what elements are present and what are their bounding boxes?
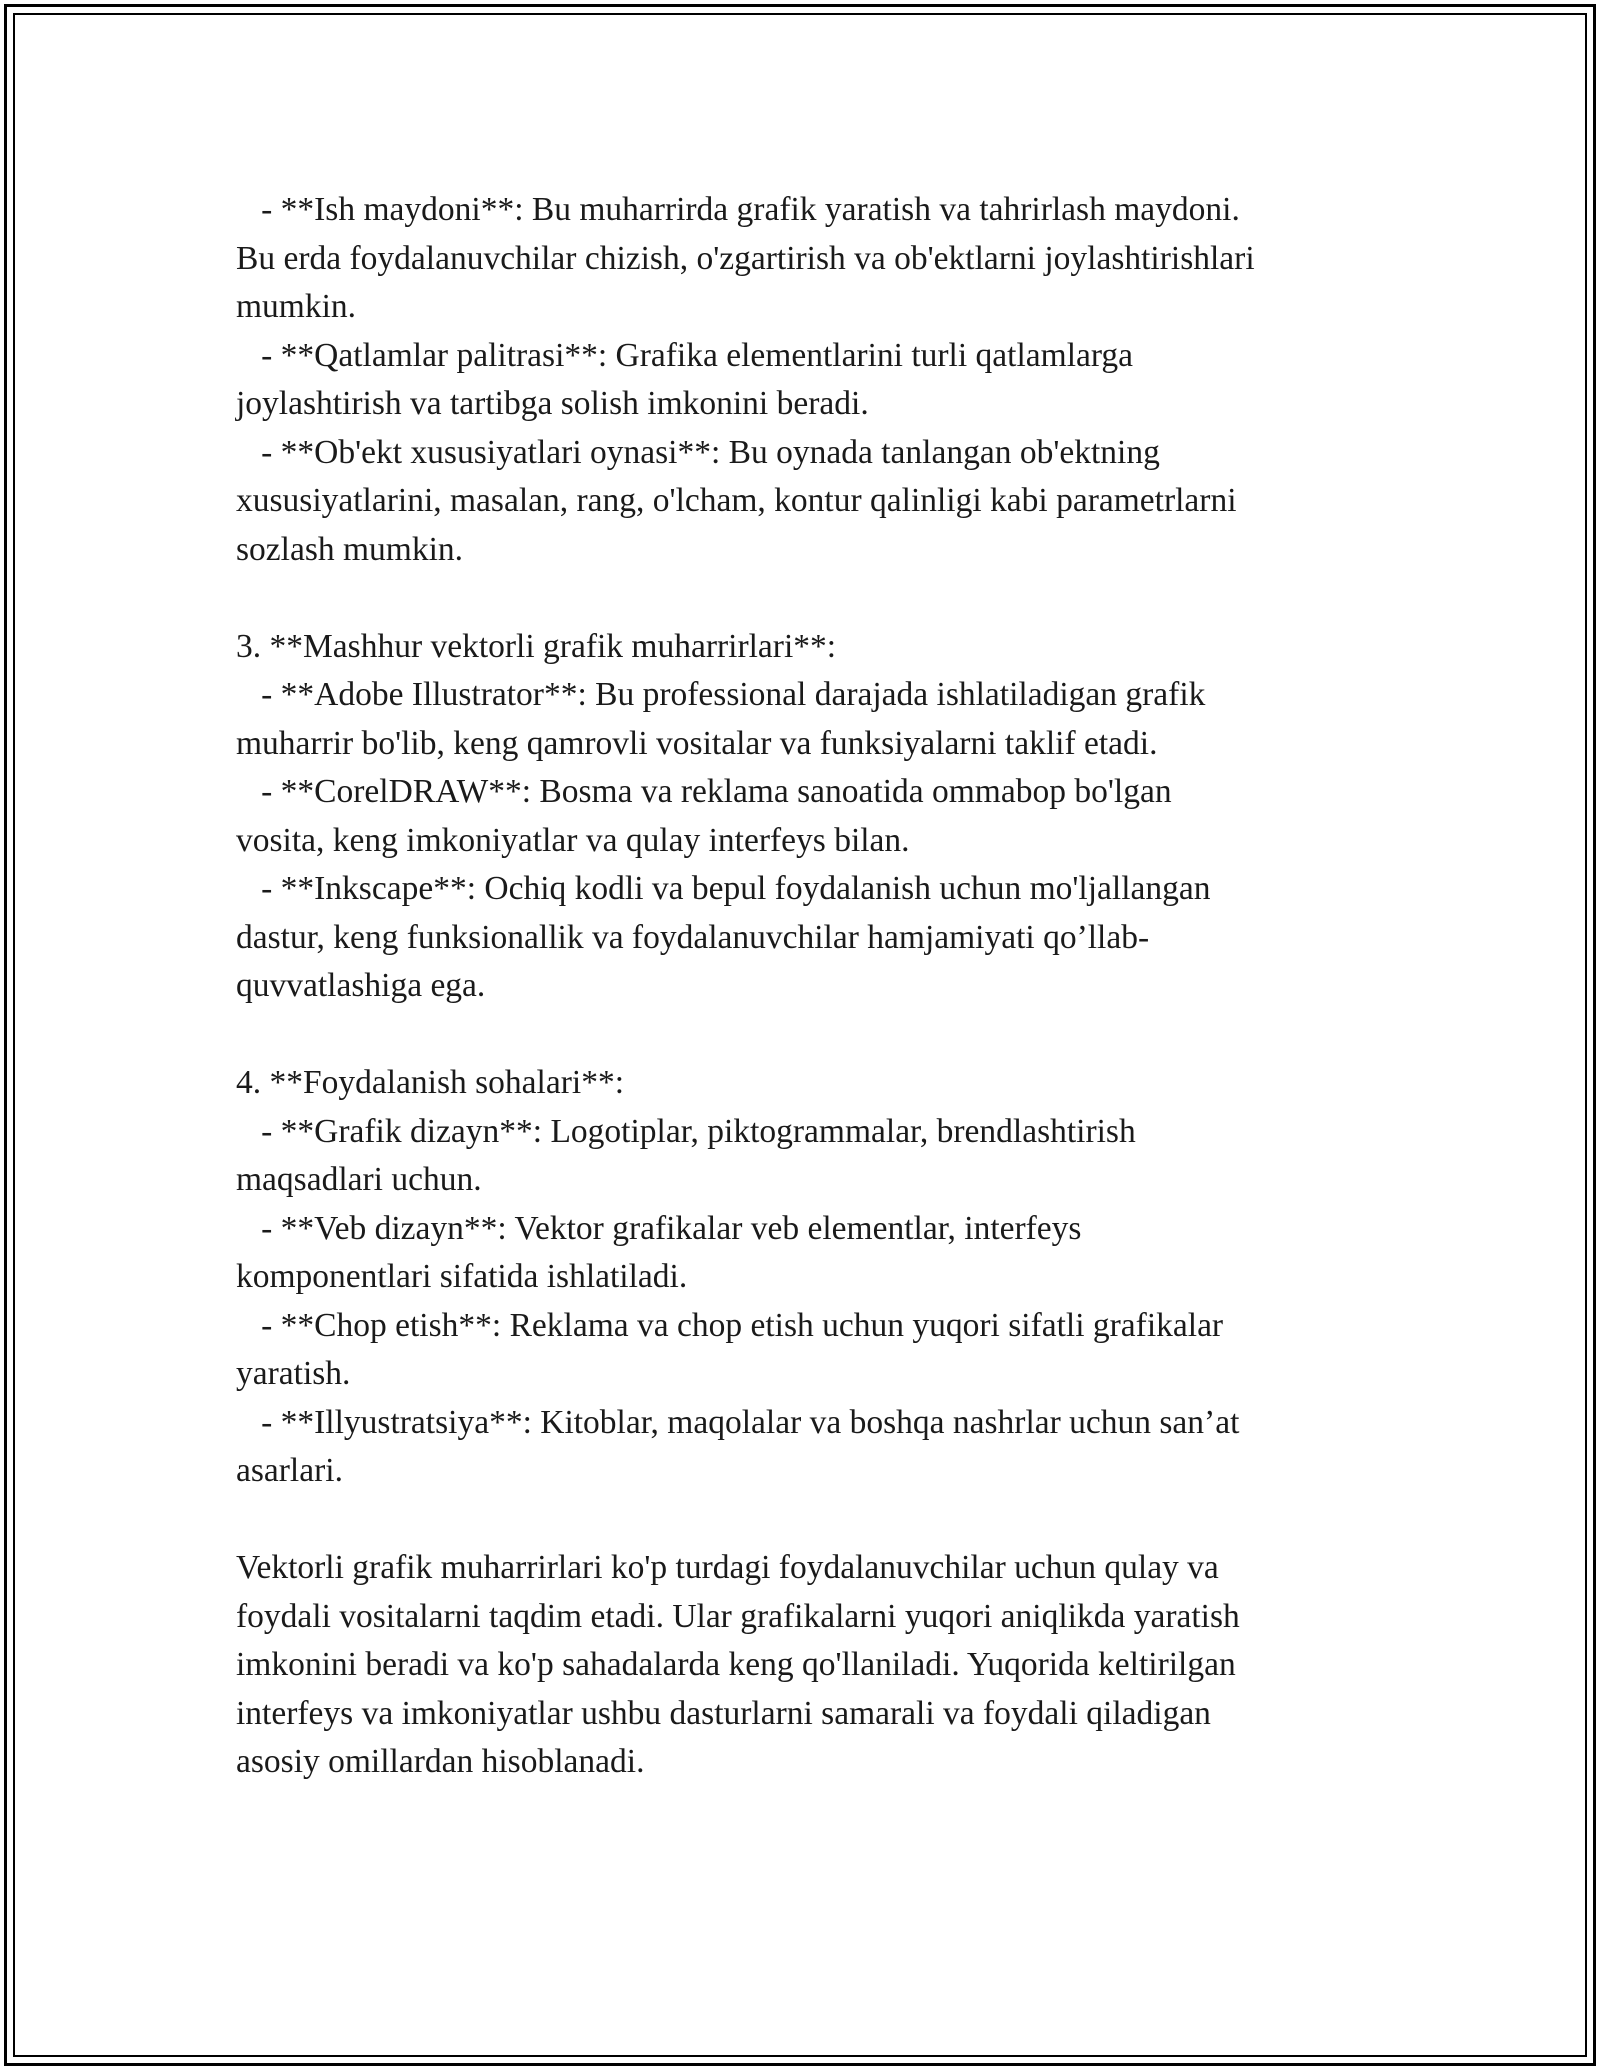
text-line: asarlari.	[236, 1452, 343, 1489]
text-line: Bu erda foydalanuvchilar chizish, o'zgartirish va ob'ektlarni joylashtirishlari	[236, 239, 1255, 277]
text-line: joylashtirish va tartibga solish imkonini beradi.	[236, 385, 869, 422]
text-line: - **CorelDRAW**: Bosma va reklama sanoatida ommabop bo'lgan	[236, 773, 1172, 810]
text-line: - **Chop etish**: Reklama va chop etish uchun yuqori sifatli grafikalar	[236, 1306, 1224, 1344]
text-line: yaratish.	[236, 1355, 351, 1392]
text-line: - **Veb dizayn**: Vektor grafikalar veb elementlar, interfeys	[236, 1209, 1082, 1247]
paragraph-gap	[236, 574, 1376, 623]
text-line: interfeys va imkoniyatlar ushbu dasturlarni samarali va foydali qiladigan	[236, 1694, 1211, 1732]
section-heading: 4. **Foydalanish sohalari**:	[236, 1064, 624, 1101]
text-line: - **Ob'ekt xususiyatlari oynasi**: Bu oynada tanlangan ob'ektning	[236, 433, 1160, 471]
text-line: imkonini beradi va ko'p sahadalarda keng qo'llaniladi. Yuqorida keltirilgan	[236, 1646, 1236, 1683]
text-line: - **Qatlamlar palitrasi**: Grafika elementlarini turli qatlamlarga	[236, 336, 1134, 374]
text-line: - **Adobe Illustrator**: Bu professional darajada ishlatiladigan grafik	[236, 676, 1206, 713]
text-line: - **Illyustratsiya**: Kitoblar, maqolalar va boshqa nashrlar uchun san’at	[236, 1403, 1240, 1441]
text-line: quvvatlashiga ega.	[236, 967, 486, 1004]
paragraph-gap	[236, 1496, 1376, 1545]
text-line: komponentlari sifatida ishlatiladi.	[236, 1258, 688, 1295]
text-line: - **Grafik dizayn**: Logotiplar, piktogrammalar, brendlashtirish	[236, 1112, 1136, 1150]
text-line: foydali vositalarni taqdim etadi. Ular grafikalarni yuqori aniqlikda yaratish	[236, 1597, 1240, 1635]
text-line: Vektorli grafik muharrirlari ko'p turdagi foydalanuvchilar uchun qulay va	[236, 1549, 1219, 1586]
document-body	[236, 186, 1376, 1787]
text-line: vosita, keng imkoniyatlar va qulay interfeys bilan.	[236, 821, 910, 859]
text-line: xususiyatlarini, masalan, rang, o'lcham, kontur qalinligi kabi parametrlarni	[236, 482, 1237, 519]
text-line: - **Inkscape**: Ochiq kodli va bepul foydalanish uchun mo'ljallangan	[236, 870, 1211, 907]
text-line: dastur, keng funksionallik va foydalanuvchilar hamjamiyati qo’llab-	[236, 918, 1150, 956]
text-line: mumkin.	[236, 288, 357, 325]
section-heading: 3. **Mashhur vektorli grafik muharrirlari**:	[236, 627, 837, 665]
text-line: asosiy omillardan hisoblanadi.	[236, 1743, 645, 1780]
paragraph-gap	[236, 1011, 1376, 1060]
text-line: muharrir bo'lib, keng qamrovli vositalar va funksiyalarni taklif etadi.	[236, 724, 1158, 762]
text-line: sozlash mumkin.	[236, 530, 464, 568]
text-line: - **Ish maydoni**: Bu muharrirda grafik yaratish va tahrirlash maydoni.	[236, 191, 1240, 228]
text-line: maqsadlari uchun.	[236, 1161, 482, 1198]
